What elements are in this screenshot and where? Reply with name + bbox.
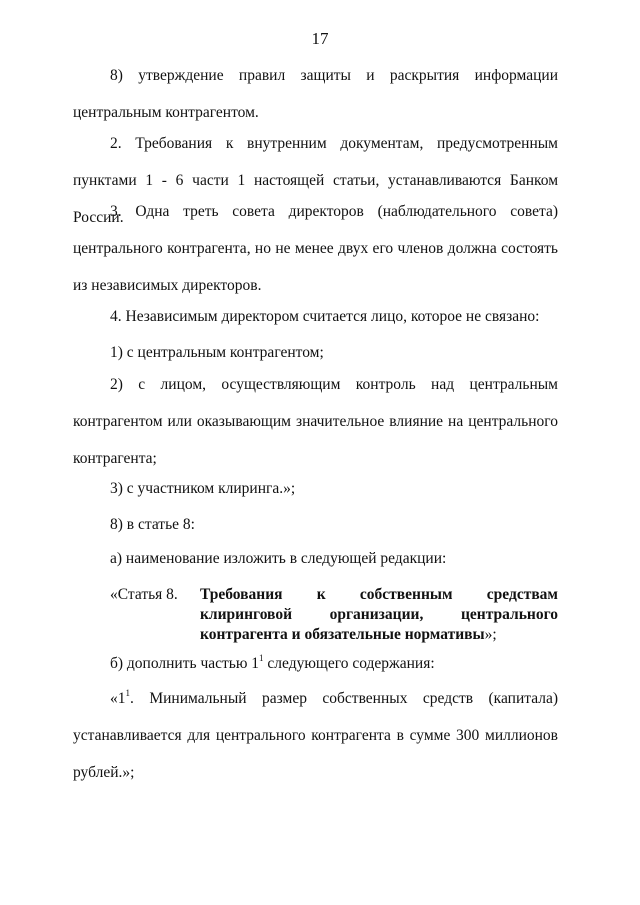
paragraph-part-1-1-text: . Минимальный размер собственных средств (капитала) устанавливается для центрального контрагента в сумме 300 миллионов рублей.»; [73,690,558,781]
list-item-1: 1) с центральным контрагентом; [110,344,324,361]
list-item-3: 3) с участником клиринга.»; [110,480,296,497]
paragraph-part-1-1-start: «1 [110,690,126,707]
paragraph-part-4: 4. Независимым директором считается лицо, которое не связано: [110,308,540,325]
superscript: 1 [259,652,264,663]
paragraph-item-b-text-end: следующего содержания: [263,655,435,672]
article-heading-title-text: Требования к собственным средствам клиринговой организации, центрального контрагента и обязательные нормативы [200,586,558,643]
paragraph-part-1-1 [73,680,558,791]
list-item-2: 2) с лицом, осуществляющим контроль над центральным контрагентом или оказывающим значительное влияние на центрального контрагента; [73,376,558,467]
paragraph-item-b [73,645,558,682]
paragraph-part-3: 3. Одна треть совета директоров (наблюдательного совета) центрального контрагента, но не менее двух его членов должна состоять из независимых директоров. [73,203,558,294]
superscript: 1 [125,687,130,698]
article-heading-title [200,585,558,645]
article-heading-label: «Статья 8. [110,586,178,603]
paragraph-article-8: 8) в статье 8: [110,516,195,533]
paragraph-part-2: 2. Требования к внутренним документам, предусмотренным пунктами 1 - 6 части 1 настоящей статьи, устанавливаются Банком России. [73,135,558,226]
paragraph-item-8: 8) утверждение правил защиты и раскрытия информации центральным контрагентом. [73,67,558,121]
paragraph-item-b-text: б) дополнить частью 1 [110,655,260,672]
paragraph-item-a: а) наименование изложить в следующей редакции: [110,550,447,567]
page-number: 17 [311,29,329,48]
article-heading-tail: »; [484,626,497,643]
